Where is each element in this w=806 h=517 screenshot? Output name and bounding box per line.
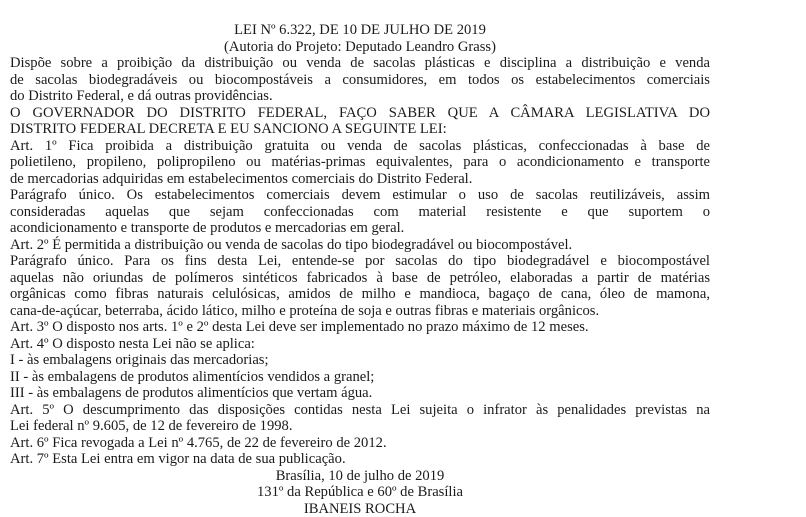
article-7: Art. 7º Esta Lei entra em vigor na data de sua publicação. (10, 451, 710, 468)
article-2: Art. 2º É permitida a distribuição ou venda de sacolas do tipo biodegradável ou biocompostável. (10, 237, 710, 254)
article-line: de mercadorias adquiridas em estabelecimentos comerciais do Distrito Federal. (10, 171, 710, 188)
paragraph-line: consideradas aquelas que sejam confeccionadas com material resistente e que suportem o (10, 204, 710, 221)
paragraph-line: aquelas não oriundas de polímeros sintéticos fabricados à base de petróleo, elaboradas a partir de matérias (10, 270, 710, 287)
article-2-paragraph (10, 253, 710, 319)
article-4: Art. 4º O disposto nesta Lei não se aplica: (10, 336, 710, 353)
ementa-line: de sacolas biodegradáveis ou biocompostáveis a consumidores, em todos os estabelecimentos comerciais (10, 72, 710, 89)
article-1-paragraph (10, 187, 710, 237)
article-line: Art. 1º Fica proibida a distribuição gratuita ou venda de sacolas plásticas, confeccionadas à base de (10, 138, 710, 155)
signature-years: 131º da República e 60º de Brasília (10, 484, 710, 501)
law-authorship: (Autoria do Projeto: Deputado Leandro Grass) (10, 39, 710, 56)
signature-block (10, 468, 710, 517)
law-document (10, 22, 710, 517)
paragraph-line: Parágrafo único. Para os fins desta Lei, entende-se por sacolas do tipo biodegradável e biocompostável (10, 253, 710, 270)
paragraph-line: cana-de-açúcar, beterraba, ácido lático, milho e proteína de soja e outras fibras e materiais orgânicos. (10, 303, 710, 320)
article-line: Lei federal nº 9.605, de 12 de fevereiro de 1998. (10, 418, 710, 435)
paragraph-line: Parágrafo único. Os estabelecimentos comerciais devem estimular o uso de sacolas reutilizáveis, assim (10, 187, 710, 204)
article-line: polietileno, propileno, polipropileno ou matérias-primas equivalentes, para o acondicionamento e transporte (10, 154, 710, 171)
article-line: Art. 5º O descumprimento das disposições contidas nesta Lei sujeita o infrator às penalidades previstas na (10, 402, 710, 419)
article-5 (10, 402, 710, 435)
ementa (10, 55, 710, 105)
article-4-item: II - às embalagens de produtos alimentícios vendidos a granel; (10, 369, 710, 386)
article-6: Art. 6º Fica revogada a Lei nº 4.765, de 22 de fevereiro de 2012. (10, 435, 710, 452)
paragraph-line: acondicionamento e transporte de produtos e mercadorias em geral. (10, 220, 710, 237)
preamble (10, 105, 710, 138)
preamble-line: DISTRITO FEDERAL DECRETA E EU SANCIONO A SEGUINTE LEI: (10, 121, 710, 138)
article-4-item: III - às embalagens de produtos alimentícios que vertam água. (10, 385, 710, 402)
preamble-line: O GOVERNADOR DO DISTRITO FEDERAL, FAÇO SABER QUE A CÂMARA LEGISLATIVA DO (10, 105, 710, 122)
ementa-line: do Distrito Federal, e dá outras providências. (10, 88, 710, 105)
signature-governor: IBANEIS ROCHA (10, 501, 710, 517)
paragraph-line: orgânicas como fibras naturais celulósicas, amidos de milho e mandioca, bagaço de cana, óleo de mamona, (10, 286, 710, 303)
signature-place-date: Brasília, 10 de julho de 2019 (10, 468, 710, 485)
article-1 (10, 138, 710, 188)
ementa-line: Dispõe sobre a proibição da distribuição ou venda de sacolas plásticas e disciplina a distribuição e venda (10, 55, 710, 72)
article-4-item: I - às embalagens originais das mercadorias; (10, 352, 710, 369)
law-title: LEI Nº 6.322, DE 10 DE JULHO DE 2019 (10, 22, 710, 39)
article-3: Art. 3º O disposto nos arts. 1º e 2º desta Lei deve ser implementado no prazo máximo de 12 meses. (10, 319, 710, 336)
